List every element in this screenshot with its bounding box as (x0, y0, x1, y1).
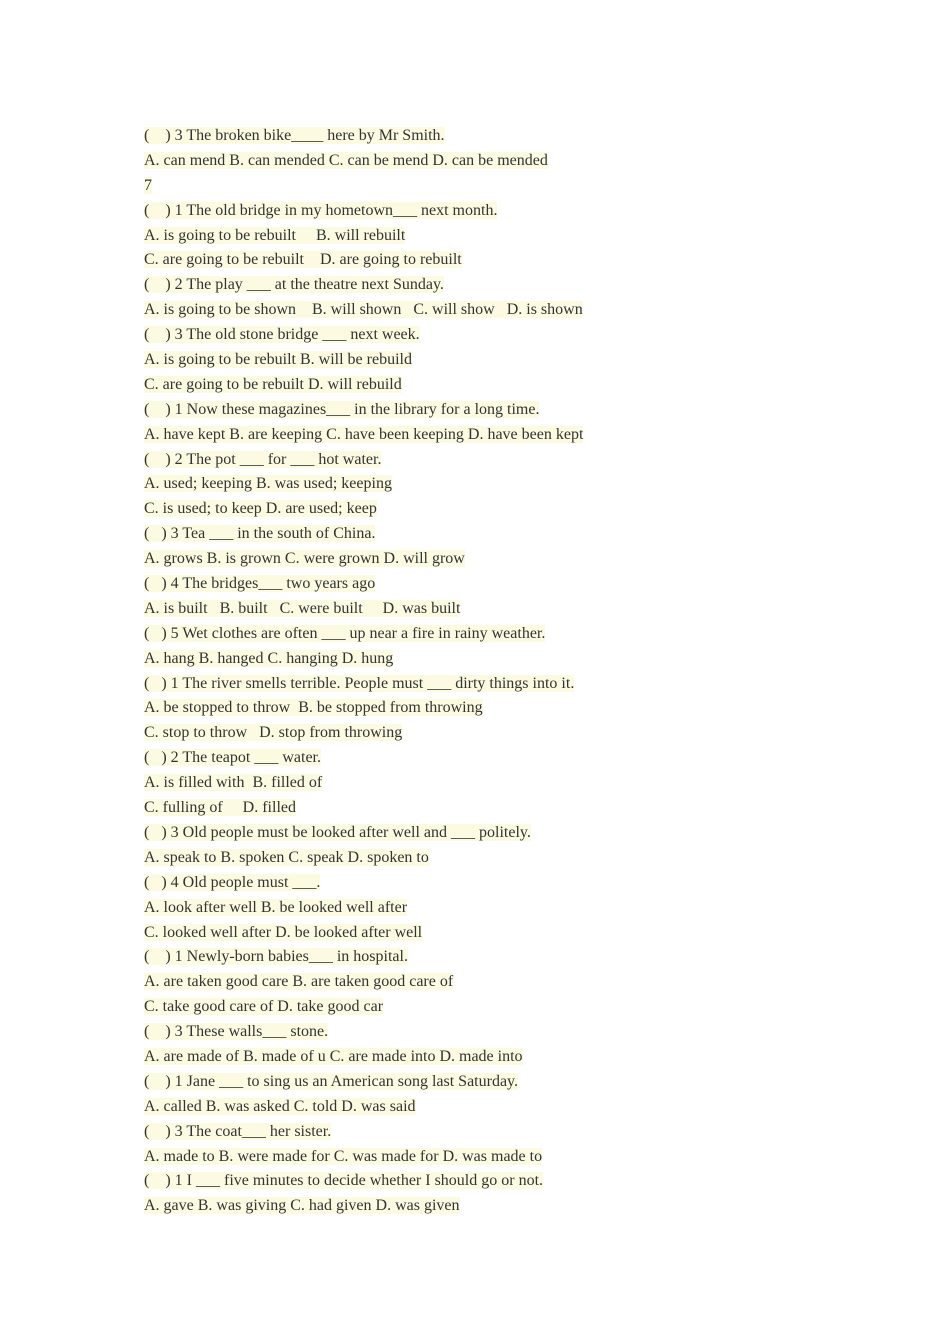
text-line: A. is filled with B. filled of (144, 774, 323, 792)
text-line: C. take good care of D. take good car (144, 998, 384, 1016)
text-line: A. are taken good care B. are taken good care of (144, 973, 454, 991)
text-line: ( ) 4 The bridges___ two years ago (144, 575, 376, 593)
text-line: ( ) 1 The old bridge in my hometown___ next month. (144, 201, 498, 219)
text-line: ( ) 1 Now these magazines___ in the library for a long time. (144, 400, 540, 418)
text-line: A. look after well B. be looked well after (144, 898, 408, 916)
text-line: ( ) 1 Newly-born babies___ in hospital. (144, 948, 408, 966)
text-line: ( ) 3 Tea ___ in the south of China. (144, 525, 376, 543)
text-line: A. can mend B. can mended C. can be mend D. can be mended (144, 151, 548, 169)
text-line: C. fulling of D. filled (144, 799, 296, 817)
text-line: C. stop to throw D. stop from throwing (144, 724, 403, 742)
text-line: ( ) 1 Jane ___ to sing us an American song last Saturday. (144, 1072, 519, 1090)
text-line: A. gave B. was giving C. had given D. was given (144, 1197, 460, 1215)
text-line: ( ) 3 Old people must be looked after well and ___ politely. (144, 823, 531, 841)
text-line: A. have kept B. are keeping C. have been keeping D. have been kept (144, 425, 584, 443)
text-line: ( ) 1 I ___ five minutes to decide whether I should go or not. (144, 1172, 544, 1190)
text-line: A. grows B. is grown C. were grown D. will grow (144, 550, 465, 568)
text-line: A. made to B. were made for C. was made for D. was made to (144, 1147, 543, 1165)
text-line: A. speak to B. spoken C. speak D. spoken to (144, 848, 429, 866)
text-line: 7 (144, 176, 152, 194)
text-line: ( ) 3 The old stone bridge ___ next week. (144, 326, 420, 344)
text-line: A. are made of B. made of u C. are made into D. made into (144, 1047, 523, 1065)
text-line: A. is going to be rebuilt B. will be rebuild (144, 351, 412, 369)
text-line: ( ) 4 Old people must ___. (144, 873, 321, 891)
text-line: C. looked well after D. be looked after well (144, 923, 423, 941)
text-line: ( ) 3 The coat___ her sister. (144, 1122, 332, 1140)
text-line: ( ) 2 The pot ___ for ___ hot water. (144, 450, 382, 468)
text-line: ( ) 3 The broken bike____ here by Mr Smith. (144, 127, 445, 144)
text-line: A. be stopped to throw B. be stopped from throwing (144, 699, 483, 717)
text-line: A. is going to be rebuilt B. will rebuilt (144, 226, 406, 244)
text-line: C. are going to be rebuilt D. will rebuild (144, 375, 402, 393)
text-line: A. is built B. built C. were built D. was built (144, 599, 461, 617)
document-page (144, 124, 864, 1219)
text-line: A. called B. was asked C. told D. was said (144, 1097, 416, 1115)
text-line: ( ) 3 These walls___ stone. (144, 1023, 329, 1041)
text-line: ( ) 2 The play ___ at the theatre next Sunday. (144, 276, 444, 294)
text-line: ( ) 1 The river smells terrible. People must ___ dirty things into it. (144, 674, 575, 692)
text-line: A. hang B. hanged C. hanging D. hung (144, 649, 394, 667)
text-line: ( ) 2 The teapot ___ water. (144, 749, 321, 767)
text-line: C. is used; to keep D. are used; keep (144, 500, 377, 518)
text-line: A. used; keeping B. was used; keeping (144, 475, 392, 493)
text-line: A. is going to be shown B. will shown C. will show D. is shown (144, 301, 583, 319)
text-line: ( ) 5 Wet clothes are often ___ up near a fire in rainy weather. (144, 624, 546, 642)
text-line: C. are going to be rebuilt D. are going to rebuilt (144, 251, 462, 269)
